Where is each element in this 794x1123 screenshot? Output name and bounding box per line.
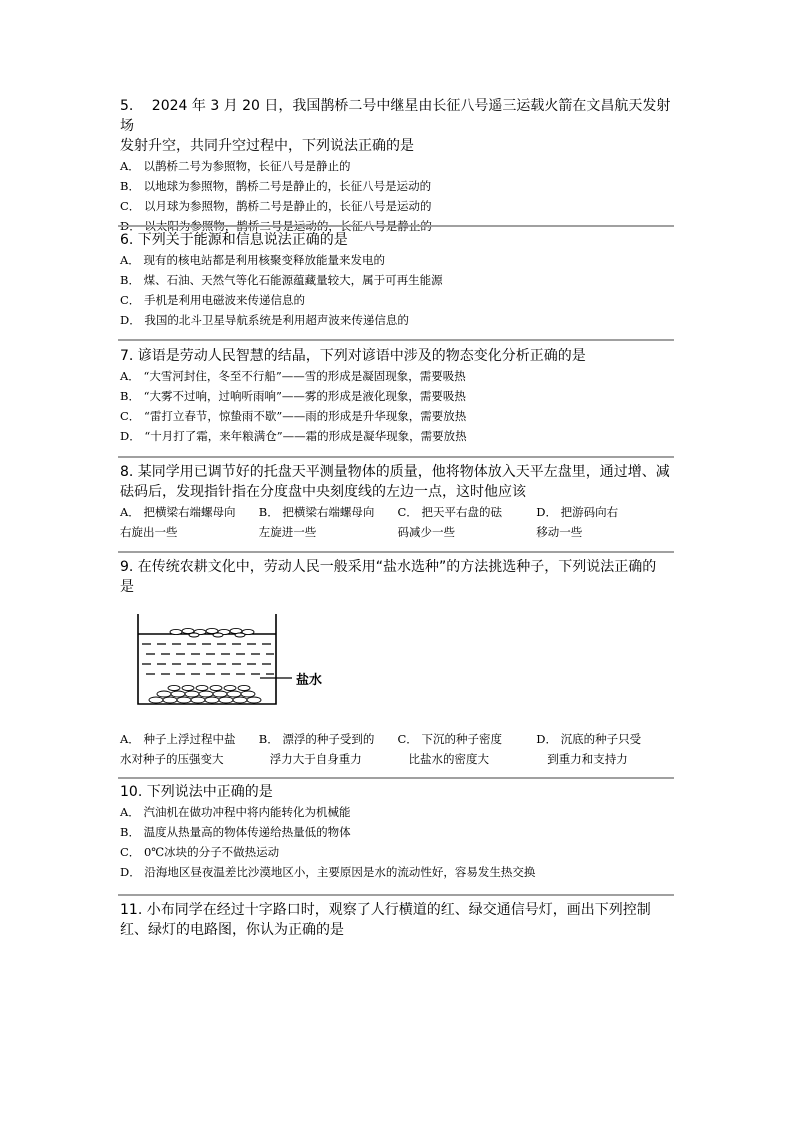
question-5: [120, 96, 675, 236]
divider: [118, 894, 674, 896]
question-9-options-block: [120, 729, 675, 769]
question-5-option-b: B． 以地球为参照物，鹊桥二号是静止的，长征八号是运动的: [120, 179, 432, 193]
question-7-option-d: D． “十月打了霜，来年粮满仓”——霜的形成是凝华现象，需要放热: [120, 429, 467, 443]
question-5-stem-line2: 发射升空，共同升空过程中，下列说法正确的是: [120, 138, 414, 154]
question-8-option-d: D． 把游码向右 移动一些: [536, 505, 619, 539]
question-6: [120, 230, 675, 330]
divider: [118, 339, 674, 341]
salt-water-beaker-figure: [134, 612, 334, 708]
beaker-outline: [138, 614, 276, 704]
sunk-seeds: [149, 685, 261, 703]
question-7-option-a: A． “大雪河封住，冬至不行船”——雪的形成是凝固现象，需要吸热: [120, 369, 466, 383]
question-9-option-d: D． 沉底的种子只受 到重力和支持力: [536, 732, 642, 766]
question-8-option-c: C． 把天平右盘的砝 码减少一些: [397, 505, 502, 539]
question-11-stem-line2: 红、绿灯的电路图，你认为正确的是: [120, 922, 344, 938]
question-10-stem: 10. 下列说法中正确的是: [120, 784, 273, 800]
question-7-option-b: B． “大雾不过响，过响听雨响”——雾的形成是液化现象，需要吸热: [120, 389, 466, 403]
divider: [118, 551, 674, 553]
question-8-option-b: B． 把横梁右端螺母向 左旋进一些: [258, 505, 375, 539]
question-8: [120, 462, 675, 542]
question-9-option-a: A． 种子上浮过程中盐 水对种子的压强变大: [120, 732, 236, 766]
question-8-option-a: A． 把横梁右端螺母向 右旋出一些: [120, 505, 236, 539]
divider: [118, 456, 674, 458]
question-6-option-c: C． 手机是利用电磁波来传递信息的: [120, 293, 305, 307]
question-10-option-b: B． 温度从热量高的物体传递给热量低的物体: [120, 825, 351, 839]
question-11: [120, 900, 675, 940]
question-5-stem-line1: 5. 2024 年 3 月 20 日，我国鹊桥二号中继星由长征八号遥三运载火箭在文昌航天发射场: [120, 98, 671, 134]
question-6-option-d: D． 我国的北斗卫星导航系统是利用超声波来传递信息的: [120, 313, 409, 327]
floating-seeds: [170, 628, 254, 637]
question-10-option-d: D． 沿海地区昼夜温差比沙漠地区小，主要原因是水的流动性好，容易发生热交换: [120, 865, 536, 879]
question-9-options: [120, 729, 675, 769]
divider: [118, 777, 674, 779]
question-10-option-a: A． 汽油机在做功冲程中将内能转化为机械能: [120, 805, 351, 819]
question-6-stem: 6. 下列关于能源和信息说法正确的是: [120, 232, 348, 248]
question-9-option-b: B． 漂浮的种子受到的 浮力大于自身重力: [258, 732, 375, 766]
question-9: [120, 557, 675, 597]
question-10: [120, 782, 675, 882]
question-8-stem-line1: 8. 某同学用已调节好的托盘天平测量物体的质量，他将物体放入天平左盘里，通过增、减: [120, 464, 670, 480]
question-6-option-b: B． 煤、石油、天然气等化石能源蕴藏量较大，属于可再生能源: [120, 273, 443, 287]
question-10-option-c: C． 0℃冰块的分子不做热运动: [120, 845, 280, 859]
question-9-option-c: C． 下沉的种子密度 比盐水的密度大: [397, 732, 502, 766]
question-9-stem-line2: 是: [120, 579, 134, 595]
question-11-stem-line1: 11. 小布同学在经过十字路口时，观察了人行横道的红、绿交通信号灯，画出下列控制: [120, 902, 651, 918]
water-lines: [142, 644, 274, 674]
figure-label-salt-water: 盐水: [296, 673, 323, 688]
question-5-option-d: D． 以太阳为参照物，鹊桥二号是运动的，长征八号是静止的: [120, 219, 432, 233]
question-7: [120, 346, 675, 446]
question-7-stem: 7. 谚语是劳动人民智慧的结晶，下列对谚语中涉及的物态变化分析正确的是: [120, 348, 586, 364]
question-5-option-a: A． 以鹊桥二号为参照物，长征八号是静止的: [120, 159, 351, 173]
question-5-option-c: C． 以月球为参照物，鹊桥二号是静止的，长征八号是运动的: [120, 199, 432, 213]
question-8-options: [120, 502, 675, 542]
divider: [118, 225, 674, 227]
question-8-stem-line2: 砝码后，发现指针指在分度盘中央刻度线的左边一点，这时他应该: [120, 484, 526, 500]
question-6-option-a: A． 现有的核电站都是利用核聚变释放能量来发电的: [120, 253, 385, 267]
question-7-option-c: C． “雷打立春节，惊蛰雨不歇”——雨的形成是升华现象，需要放热: [120, 409, 467, 423]
question-9-stem-line1: 9. 在传统农耕文化中，劳动人民一般采用“盐水选种”的方法挑选种子，下列说法正确的: [120, 559, 657, 575]
